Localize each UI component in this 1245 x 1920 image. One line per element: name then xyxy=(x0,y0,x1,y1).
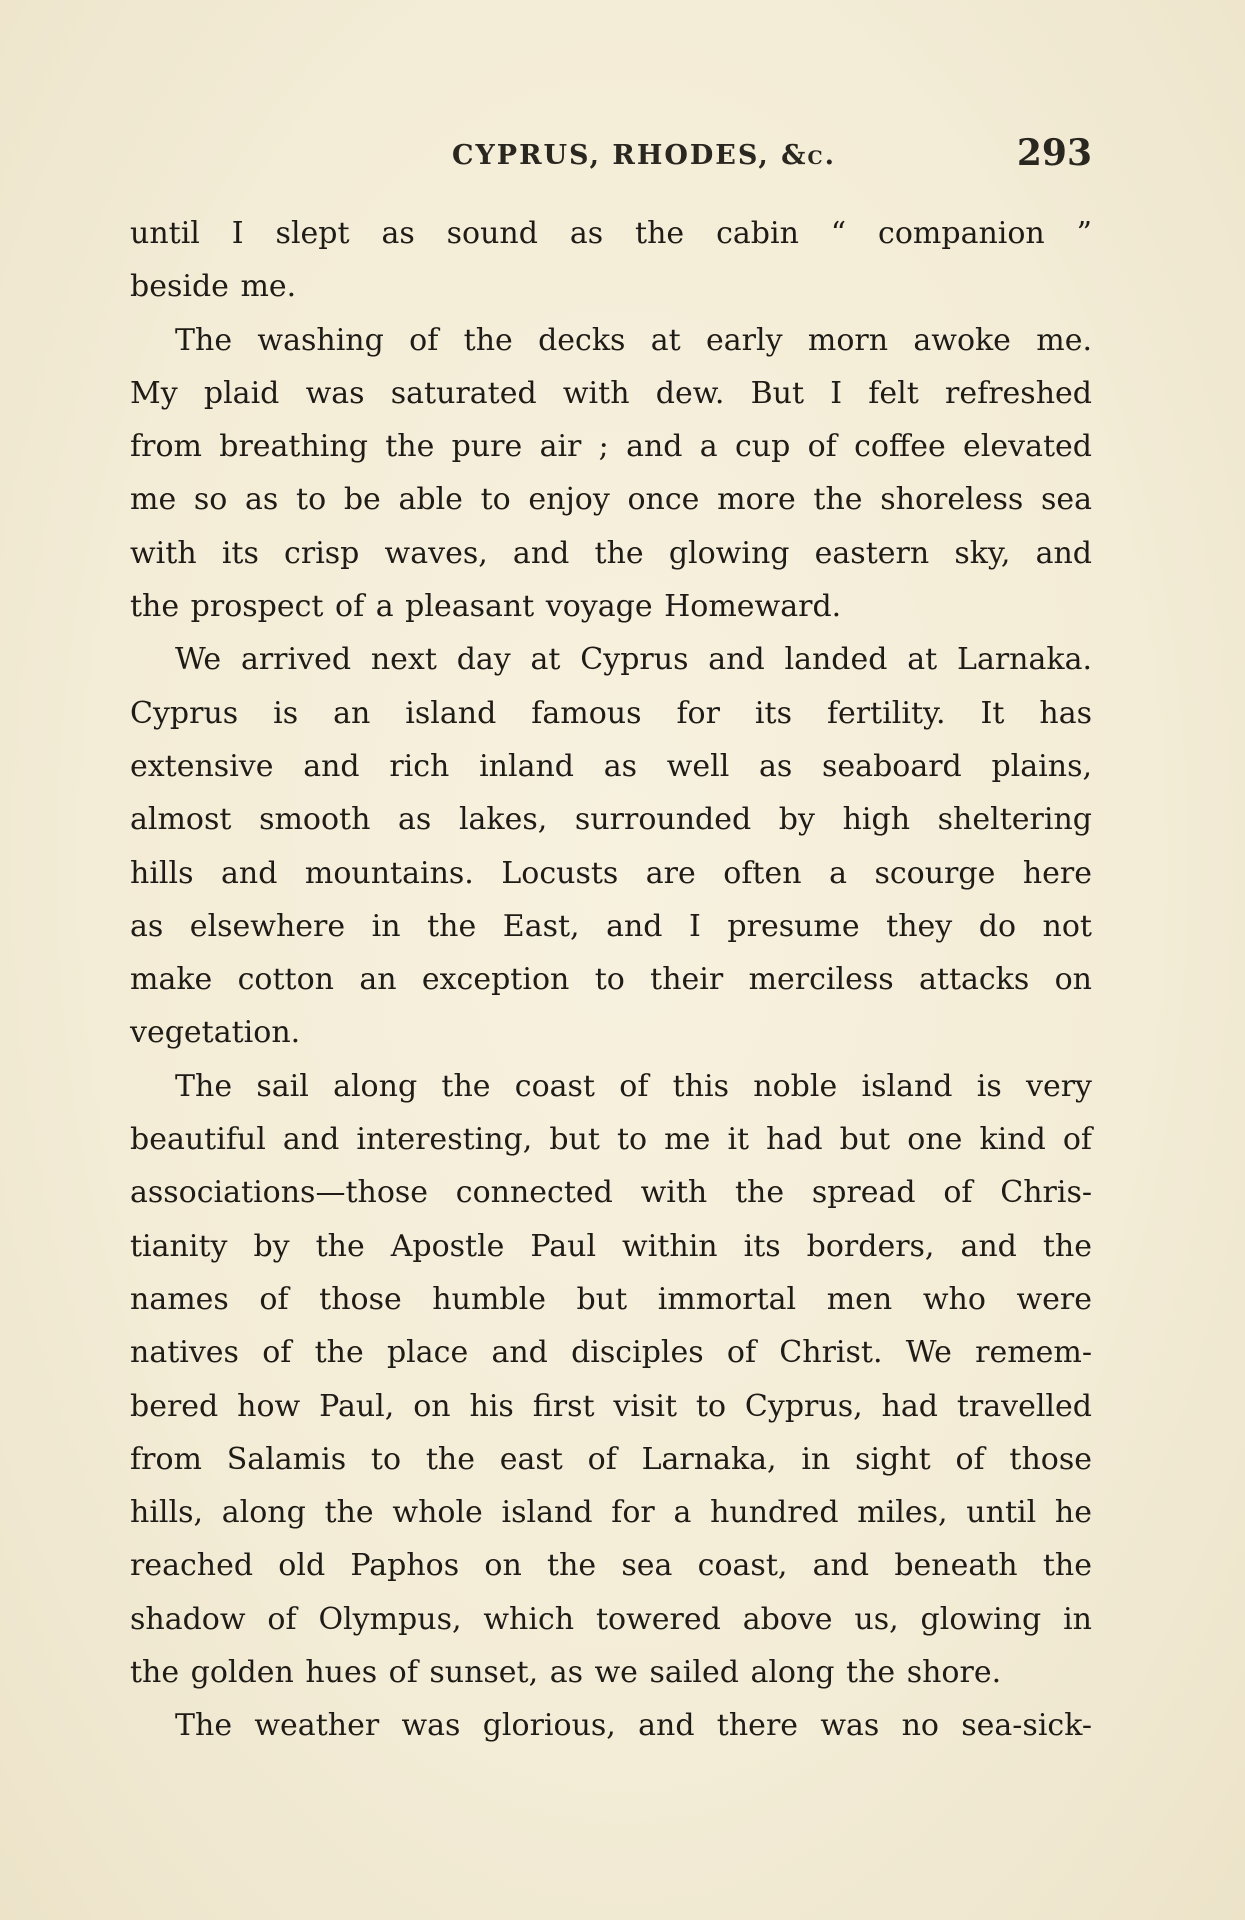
text-line: My plaid was saturated with dew. But I felt refreshed xyxy=(130,375,1092,411)
text-line: bered how Paul, on his first visit to Cyprus, had travelled xyxy=(130,1388,1092,1424)
page-header xyxy=(132,132,1092,182)
text-line: the prospect of a pleasant voyage Homeward. xyxy=(130,589,842,625)
text-line: with its crisp waves, and the glowing eastern sky, and xyxy=(130,535,1092,571)
text-line: as elsewhere in the East, and I presume they do not xyxy=(130,908,1092,944)
text-line: beside me. xyxy=(130,269,297,305)
text-line: Cyprus is an island famous for its fertility. It has xyxy=(130,695,1092,731)
running-title: CYPRUS, RHODES, &c. xyxy=(452,140,837,171)
text-line: tianity by the Apostle Paul within its borders, and the xyxy=(130,1228,1092,1264)
text-line: reached old Paphos on the sea coast, and beneath the xyxy=(130,1548,1092,1584)
text-line: hills, along the whole island for a hundred miles, until he xyxy=(130,1495,1092,1531)
text-line: hills and mountains. Locusts are often a scourge here xyxy=(130,855,1092,891)
text-line: until I slept as sound as the cabin “ companion ” xyxy=(130,216,1092,251)
text-line: from Salamis to the east of Larnaka, in sight of those xyxy=(130,1441,1092,1477)
text-line: vegetation. xyxy=(130,1015,301,1051)
text-line: shadow of Olympus, which towered above us, glowing in xyxy=(130,1601,1092,1637)
text-line: beautiful and interesting, but to me it had but one kind of xyxy=(130,1122,1092,1158)
page-number: 293 xyxy=(1016,132,1092,174)
text-line: The washing of the decks at early morn awoke me. xyxy=(175,322,1092,358)
text-line: The weather was glorious, and there was no sea-sick- xyxy=(175,1708,1092,1744)
body-text xyxy=(130,207,1092,1753)
text-line: extensive and rich inland as well as seaboard plains, xyxy=(130,748,1092,784)
text-line: associations—those connected with the spread of Chris- xyxy=(130,1175,1092,1211)
text-line: make cotton an exception to their merciless attacks on xyxy=(130,962,1092,998)
text-line: We arrived next day at Cyprus and landed at Larnaka. xyxy=(175,642,1092,678)
text-line: from breathing the pure air ; and a cup of coffee elevated xyxy=(130,429,1092,465)
text-line: natives of the place and disciples of Christ. We remem- xyxy=(130,1335,1092,1371)
text-line: names of those humble but immortal men who were xyxy=(130,1281,1092,1317)
text-line: almost smooth as lakes, surrounded by high sheltering xyxy=(130,802,1092,838)
text-line: The sail along the coast of this noble island is very xyxy=(175,1068,1092,1104)
text-line: the golden hues of sunset, as we sailed along the shore. xyxy=(130,1655,1002,1691)
text-line: me so as to be able to enjoy once more the shoreless sea xyxy=(130,482,1092,518)
